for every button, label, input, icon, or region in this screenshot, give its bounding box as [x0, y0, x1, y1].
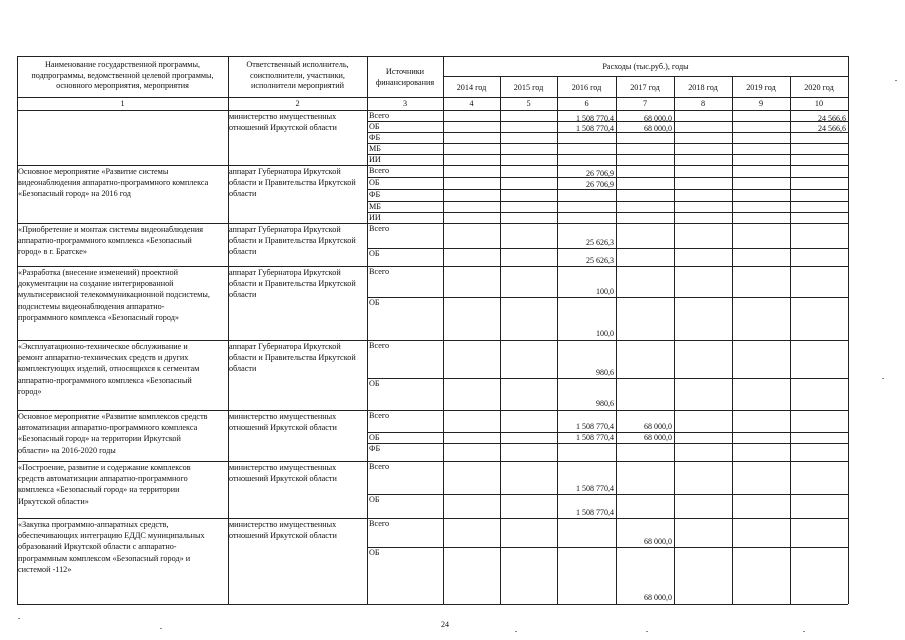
funding-source-label: Всего	[369, 111, 390, 120]
funding-source-label: ОБ	[369, 379, 380, 388]
column-border	[367, 56, 368, 604]
source-row-rule	[367, 547, 848, 548]
executor-line: области	[229, 247, 257, 257]
amount-y2017: 68 000,0	[644, 593, 672, 602]
column-number: 1	[120, 99, 125, 108]
executor-line: области	[229, 290, 257, 300]
measure-name-line: Основное мероприятие «Развитие комплексов средств	[18, 412, 208, 421]
amount-y2016: 26 706,9	[586, 169, 614, 178]
amount-y2017: 68 000,0	[644, 124, 672, 133]
funding-source-label: ИИ	[369, 213, 381, 222]
funding-source-label: ОБ	[369, 433, 380, 442]
executor-line: области и Правительства Иркутской	[229, 353, 356, 363]
column-border	[848, 56, 849, 604]
source-row-rule	[367, 248, 848, 249]
column-number: 7	[642, 99, 648, 108]
amount-y2017: 68 000,0	[644, 433, 672, 442]
funding-source-label: ОБ	[369, 495, 380, 504]
header-year: 2018 год	[688, 83, 718, 92]
measure-name-line: «Безопасный город» на территории Иркутской	[18, 434, 181, 444]
measure-name-line: автоматизации аппаратно-программного комплекса	[18, 423, 198, 433]
executor-line: отношений Иркутской области	[229, 123, 337, 133]
measure-name-line: «Закупка программно-аппаратных средств,	[18, 520, 169, 529]
funding-source-label: ОБ	[369, 548, 380, 557]
source-row-rule	[367, 443, 848, 444]
source-row-rule	[367, 212, 848, 213]
header-year: 2017 год	[630, 83, 660, 92]
executor-line: аппарат Губернатора Иркутской	[229, 167, 341, 176]
funding-source-label: Всего	[369, 166, 390, 175]
funding-source-label: МБ	[369, 144, 381, 153]
column-number: 4	[469, 99, 474, 108]
column-number: 9	[758, 99, 764, 108]
column-number: 3	[402, 99, 408, 108]
funding-source-label: ФБ	[369, 190, 381, 199]
source-row-rule	[367, 378, 848, 379]
measure-name-line: документации на создание интегрированной	[18, 279, 174, 289]
source-row-rule	[367, 121, 848, 122]
header-year: 2015 год	[513, 83, 544, 92]
measure-name-line: аппаратно-программного комплекса «Безопасный	[18, 375, 192, 385]
source-row-rule	[367, 177, 848, 178]
funding-source-label: ИИ	[369, 155, 381, 164]
source-row-rule	[367, 494, 848, 495]
measure-name-line: системой -112»	[18, 564, 72, 574]
scan-speck	[515, 631, 517, 632]
executor-line: области	[229, 189, 257, 199]
scan-speck	[803, 631, 805, 632]
executor-line: аппарат Губернатора Иркутской	[229, 342, 341, 351]
executor-line: аппарат Губернатора Иркутской	[229, 225, 341, 234]
header-bottom-rule	[17, 97, 848, 98]
amount-y2016: 1 508 770,4	[576, 508, 614, 517]
measure-name-line: «Разработка (внесение изменений) проектной	[18, 268, 178, 277]
source-row-rule	[367, 132, 848, 133]
header-year: 2016 год	[571, 83, 602, 92]
executor-line: области и Правительства Иркутской	[229, 236, 356, 246]
amount-y2017: 68 000,0	[644, 114, 672, 123]
measure-name-line: Иркутской области»	[18, 496, 89, 506]
source-row-rule	[367, 143, 848, 144]
measure-name-line: образований Иркутской области с аппаратно-	[18, 542, 177, 552]
header-executor: Ответственный исполнитель, соисполнители, участники, исполнители мероприятий	[246, 60, 349, 90]
header-year: 2020 год	[804, 83, 834, 92]
amount-y2016: 100,0	[596, 329, 614, 338]
measure-name-line: программного комплекса «Безопасный город»	[18, 312, 179, 322]
funding-source-label: Всего	[369, 519, 390, 528]
amount-y2016: 1 508 770,4	[576, 422, 614, 431]
header-year: 2014 год	[456, 83, 487, 92]
column-number: 5	[526, 99, 531, 108]
amount-y2016: 1 508 770,4	[576, 484, 614, 493]
header-year: 2019 год	[746, 83, 776, 92]
amount-y2016: 25 626,3	[586, 238, 614, 247]
amount-y2016: 26 706,9	[586, 180, 614, 189]
source-row-rule	[367, 297, 848, 298]
scan-speck	[882, 378, 884, 379]
executor-line: аппарат Губернатора Иркутской	[229, 268, 341, 277]
measure-name-line: Основное мероприятие «Развитие системы	[18, 167, 169, 176]
amount-y2016: 100,0	[596, 287, 614, 296]
scan-speck	[646, 631, 648, 632]
amount-y2017: 68 000,0	[644, 422, 672, 431]
amount-y2016: 980,6	[596, 399, 614, 408]
measure-name-line: подсистемы видеонаблюдения аппаратно-	[18, 301, 165, 311]
amount-y2020: 24 566,6	[818, 114, 846, 123]
column-number: 2	[295, 99, 300, 108]
amount-y2017: 68 000,0	[644, 537, 672, 546]
executor-line: министерство имущественных	[229, 112, 337, 121]
measure-name-line: комплекса «Безопасный город» на территории	[18, 485, 180, 495]
year-header-rule	[443, 76, 848, 77]
scan-speck	[18, 618, 20, 619]
executor-line: отношений Иркутской области	[229, 423, 337, 433]
funding-source-label: ФБ	[369, 444, 381, 453]
measure-name-line: город»	[18, 386, 42, 396]
measure-name-line: программным комплексом «Безопасный город» и	[18, 553, 191, 563]
column-border	[443, 56, 444, 604]
scan-speck	[895, 80, 897, 81]
header-program-name: Наименование государственной программы, подпрограммы, ведомственной целевой программы, основного мероприятия, мероприятия	[31, 60, 214, 90]
measure-name-line: обеспечивающих интеграцию ЕДДС муниципальных	[18, 531, 205, 541]
amount-y2016: 25 626,3	[586, 256, 614, 265]
funding-source-label: Всего	[369, 462, 390, 471]
executor-line: отношений Иркутской области	[229, 531, 337, 541]
block-rule	[17, 110, 848, 111]
funding-source-label: ОБ	[369, 249, 380, 258]
measure-name-line: город» в г. Братске»	[18, 247, 87, 257]
funding-source-label: ОБ	[369, 298, 380, 307]
amount-y2016: 1 508 770,4	[576, 433, 614, 442]
executor-line: области и Правительства Иркутской	[229, 178, 356, 188]
measure-name-line: «Безопасный город» на 2016 год	[18, 189, 131, 199]
executor-line: отношений Иркутской области	[229, 474, 337, 484]
funding-source-label: Всего	[369, 341, 390, 350]
page-number: 24	[441, 620, 449, 629]
measure-name-line: ремонт аппаратно-технических средств и других	[18, 353, 189, 363]
funding-source-label: Всего	[369, 224, 390, 233]
executor-line: области	[229, 364, 257, 374]
measure-name-line: области» на 2016-2020 годы	[18, 445, 116, 455]
executor-line: министерство имущественных	[229, 463, 337, 472]
source-row-rule	[367, 189, 848, 190]
measure-name-line: «Приобретение и монтаж системы видеонаблюдения	[18, 225, 204, 234]
scan-speck	[160, 628, 162, 629]
measure-name-line: видеонаблюдения аппаратно-программного комплекса	[18, 178, 209, 188]
measure-name-line: мультисервисной телекоммуникационной подсистемы,	[18, 290, 210, 300]
measure-name-line: средств автоматизации аппаратно-программного	[18, 474, 188, 484]
column-number: 6	[584, 99, 589, 108]
header-funding-source: Источники финансирования	[375, 67, 435, 87]
executor-line: министерство имущественных	[229, 520, 337, 529]
measure-name-line: аппаратно-программного комплекса «Безопасный	[18, 236, 192, 246]
executor-line: министерство имущественных	[229, 412, 337, 421]
funding-source-label: Всего	[369, 267, 390, 276]
column-number: 8	[700, 99, 706, 108]
amount-y2016: 1 508 770,4	[576, 124, 614, 133]
table-top-border	[17, 56, 848, 57]
table-bottom-border	[17, 604, 848, 605]
funding-source-label: МБ	[369, 202, 381, 211]
measure-name-line: «Построение, развитие и содержание комплексов	[18, 463, 191, 472]
source-row-rule	[367, 201, 848, 202]
funding-source-label: ФБ	[369, 133, 381, 142]
measure-name-line: комплектующих изделий, относящихся к сегментам	[18, 364, 200, 374]
amount-y2016: 1 508 770,4	[576, 114, 614, 123]
funding-source-label: ОБ	[369, 122, 380, 131]
executor-line: области и Правительства Иркутской	[229, 279, 356, 289]
amount-y2020: 24 566,6	[818, 124, 846, 133]
funding-source-label: Всего	[369, 411, 390, 420]
amount-y2016: 980,6	[596, 368, 614, 377]
funding-source-label: ОБ	[369, 178, 380, 187]
source-row-rule	[367, 154, 848, 155]
header-expenses: Расходы (тыс.руб.), годы	[602, 62, 689, 71]
measure-name-line: «Эксплуатационно-техническое обслуживание и	[18, 342, 188, 351]
column-number: 10	[814, 99, 824, 108]
